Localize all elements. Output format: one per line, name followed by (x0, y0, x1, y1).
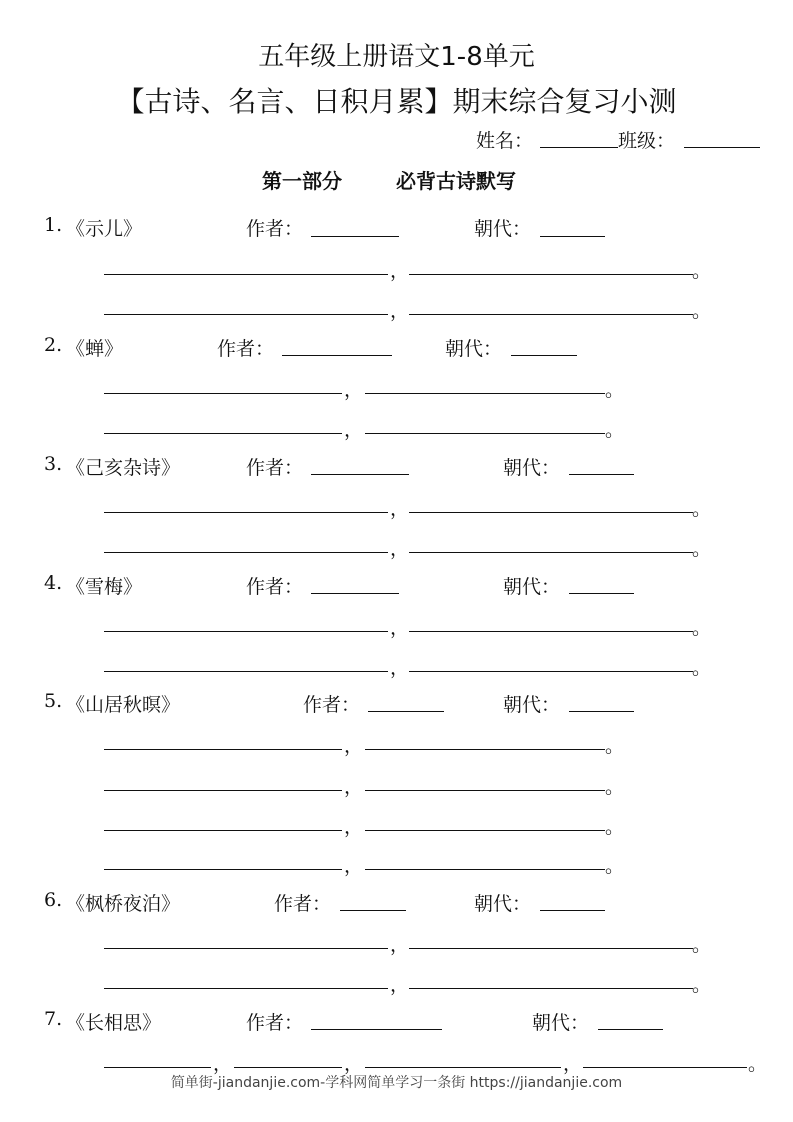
answer-line[interactable] (104, 790, 342, 791)
answer-line[interactable] (409, 552, 693, 553)
answer-line[interactable] (104, 869, 342, 870)
poem-title: 《长相思》 (66, 1012, 162, 1034)
answer-line[interactable] (104, 830, 342, 831)
comma: ， (390, 498, 410, 520)
answer-line[interactable] (104, 433, 342, 434)
answer-line[interactable] (365, 869, 605, 870)
page-title: 五年级上册语文1-8单元 (258, 42, 535, 72)
author-field[interactable] (311, 593, 399, 594)
period: 。 (748, 1053, 768, 1075)
answer-line[interactable] (583, 1067, 747, 1068)
comma: ， (213, 1053, 233, 1075)
period: 。 (692, 498, 712, 520)
author-field[interactable] (340, 910, 406, 911)
comma: ， (390, 934, 410, 956)
poem-number: 3. (44, 453, 63, 475)
answer-line[interactable] (409, 988, 693, 989)
author-label: 作者： (246, 457, 304, 479)
poem-number: 5. (44, 690, 63, 712)
answer-line[interactable] (409, 274, 693, 275)
poem-title: 《己亥杂诗》 (66, 457, 181, 479)
comma: ， (344, 1053, 364, 1075)
answer-line[interactable] (409, 948, 693, 949)
answer-line[interactable] (104, 274, 388, 275)
answer-line[interactable] (409, 671, 693, 672)
answer-line[interactable] (104, 749, 342, 750)
comma: ， (344, 419, 364, 441)
period: 。 (692, 974, 712, 996)
author-field[interactable] (311, 1029, 442, 1030)
author-label: 作者： (246, 218, 304, 240)
name-field[interactable] (540, 147, 618, 148)
poem-number: 6. (44, 889, 63, 911)
author-field[interactable] (282, 355, 392, 356)
poem-number: 1. (44, 214, 63, 236)
dynasty-label: 朝代： (474, 218, 532, 240)
dynasty-field[interactable] (540, 910, 605, 911)
poem-number: 4. (44, 572, 63, 594)
dynasty-label: 朝代： (532, 1012, 590, 1034)
author-label: 作者： (303, 694, 361, 716)
poem-number: 2. (44, 334, 63, 356)
dynasty-field[interactable] (569, 711, 634, 712)
comma: ， (344, 855, 364, 877)
period: 。 (692, 657, 712, 679)
comma: ， (390, 657, 410, 679)
poem-title: 《枫桥夜泊》 (66, 893, 181, 915)
author-label: 作者： (217, 338, 275, 360)
answer-line[interactable] (104, 671, 388, 672)
poem-title: 《示儿》 (66, 218, 143, 240)
answer-line[interactable] (365, 433, 605, 434)
period: 。 (605, 776, 625, 798)
answer-line[interactable] (365, 749, 605, 750)
answer-line[interactable] (365, 1067, 561, 1068)
period: 。 (692, 617, 712, 639)
author-label: 作者： (274, 893, 332, 915)
comma: ， (344, 776, 364, 798)
name-label: 姓名： (476, 130, 534, 152)
period: 。 (605, 419, 625, 441)
poem-title: 《山居秋暝》 (66, 694, 181, 716)
comma: ， (563, 1053, 583, 1075)
class-field[interactable] (684, 147, 760, 148)
period: 。 (605, 379, 625, 401)
poem-title: 《雪梅》 (66, 576, 143, 598)
dynasty-field[interactable] (569, 474, 634, 475)
footer-watermark: 简单街-jiandanjie.com-学科网简单学习一条街 https://jiandanjie.com (170, 1075, 623, 1091)
dynasty-label: 朝代： (503, 457, 561, 479)
comma: ， (390, 300, 410, 322)
answer-line[interactable] (409, 631, 693, 632)
answer-line[interactable] (104, 631, 388, 632)
answer-line[interactable] (104, 948, 388, 949)
answer-line[interactable] (409, 512, 693, 513)
period: 。 (605, 816, 625, 838)
comma: ， (390, 538, 410, 560)
dynasty-label: 朝代： (503, 576, 561, 598)
period: 。 (605, 735, 625, 757)
period: 。 (692, 538, 712, 560)
answer-line[interactable] (104, 1067, 211, 1068)
comma: ， (390, 617, 410, 639)
comma: ， (390, 260, 410, 282)
period: 。 (692, 300, 712, 322)
author-label: 作者： (246, 576, 304, 598)
period: 。 (692, 260, 712, 282)
period: 。 (692, 934, 712, 956)
answer-line[interactable] (365, 393, 605, 394)
dynasty-label: 朝代： (445, 338, 503, 360)
answer-line[interactable] (365, 790, 605, 791)
answer-line[interactable] (104, 552, 388, 553)
dynasty-field[interactable] (540, 236, 605, 237)
poem-number: 7. (44, 1008, 63, 1030)
dynasty-field[interactable] (598, 1029, 663, 1030)
answer-line[interactable] (104, 314, 388, 315)
author-field[interactable] (368, 711, 444, 712)
poem-title: 《蝉》 (66, 338, 124, 360)
author-label: 作者： (246, 1012, 304, 1034)
dynasty-field[interactable] (511, 355, 577, 356)
comma: ， (344, 379, 364, 401)
section-title: 必背古诗默写 (396, 169, 516, 193)
answer-line[interactable] (104, 512, 388, 513)
dynasty-label: 朝代： (474, 893, 532, 915)
comma: ， (344, 735, 364, 757)
page-subtitle: 【古诗、名言、日积月累】期末综合复习小测 (116, 85, 677, 118)
comma: ， (344, 816, 364, 838)
dynasty-field[interactable] (569, 593, 634, 594)
answer-line[interactable] (409, 314, 693, 315)
section-part-label: 第一部分 (262, 169, 342, 193)
author-field[interactable] (311, 236, 399, 237)
answer-line[interactable] (104, 988, 388, 989)
period: 。 (605, 855, 625, 877)
author-field[interactable] (311, 474, 409, 475)
dynasty-label: 朝代： (503, 694, 561, 716)
answer-line[interactable] (104, 393, 342, 394)
answer-line[interactable] (365, 830, 605, 831)
comma: ， (390, 974, 410, 996)
class-label: 班级： (618, 130, 676, 152)
answer-line[interactable] (234, 1067, 342, 1068)
